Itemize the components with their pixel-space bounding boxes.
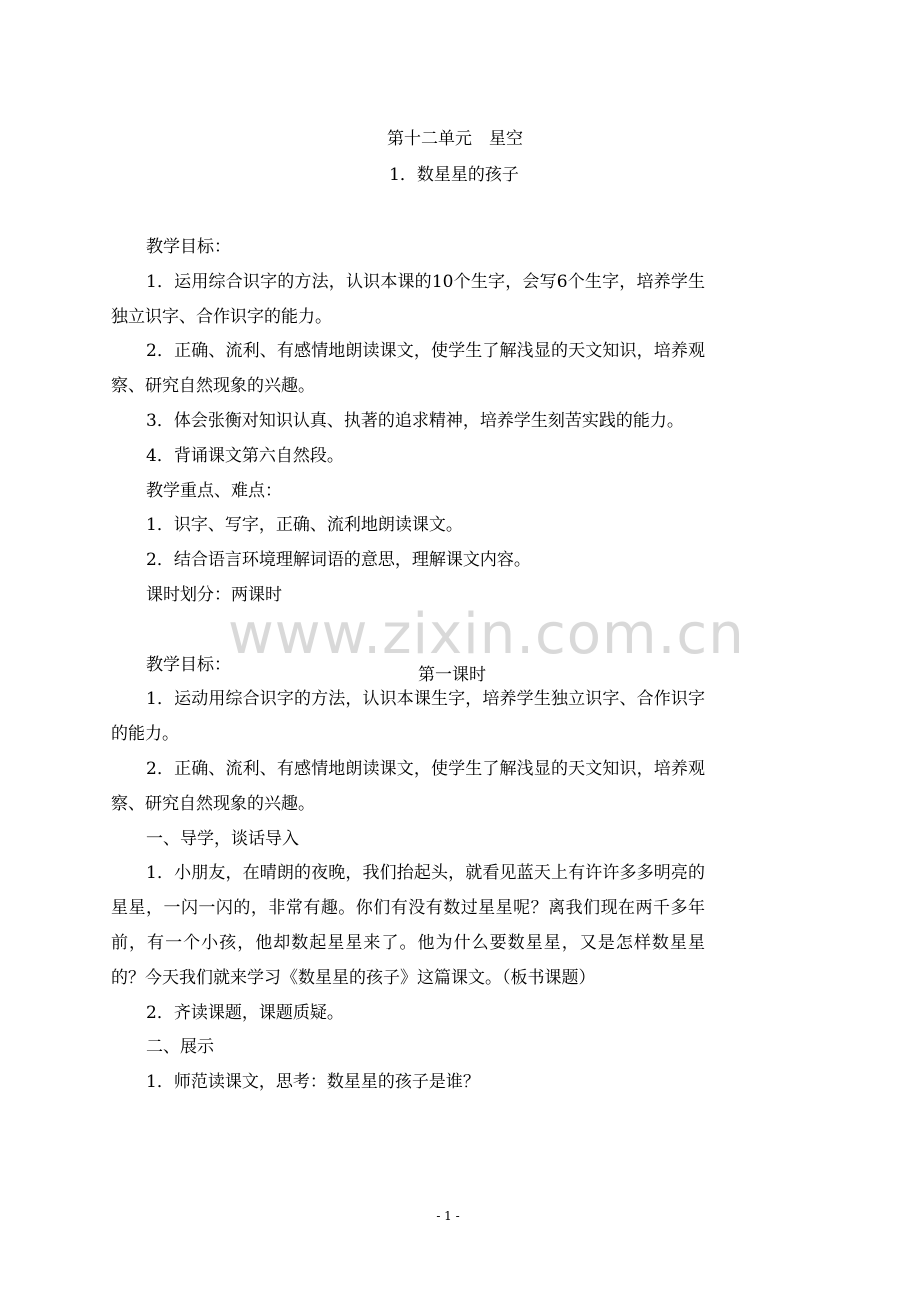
paragraph: 教学目标： <box>146 654 231 675</box>
paragraph: 4．背诵课文第六自然段。 <box>146 445 344 466</box>
paragraph: 3．体会张衡对知识认真、执著的追求精神，培养学生刻苦实践的能力。 <box>146 410 684 431</box>
paragraph: 二、展示 <box>146 1037 214 1058</box>
paragraph: 1．师范读课文，思考：数星星的孩子是谁？ <box>146 1072 480 1093</box>
session-title-gap <box>111 613 705 648</box>
paragraph: 课时划分：两课时 <box>146 584 282 605</box>
paragraph: 2．正确、流利、有感情地朗读课文，使学生了解浅显的天文知识，培养观察、研究自然现象的兴趣。 <box>111 341 705 397</box>
unit-title: 第十二单元 星空 <box>387 129 523 149</box>
paragraph: 2．齐读课题，课题质疑。 <box>146 1002 344 1023</box>
paragraph: 教学重点、难点： <box>146 480 282 501</box>
session-title: 第一课时 <box>418 665 486 685</box>
paragraph: 2．结合语言环境理解词语的意思，理解课文内容。 <box>146 550 531 571</box>
paragraph: 2．正确、流利、有感情地朗读课文，使学生了解浅显的天文知识，培养观察、研究自然现象的兴趣。 <box>111 758 705 814</box>
paragraph: 1．运动用综合识字的方法，认识本课生字，培养学生独立识字、合作识字的能力。 <box>111 689 705 745</box>
paragraph: 1．小朋友，在晴朗的夜晚，我们抬起头，就看见蓝天上有许许多多明亮的星星，一闪一闪的，非常有趣。你们有没有数过星星呢？离我们现在两千多年前，有一个小孩，他却数起星星来了。他为什么要数星星，又是怎样数星星的？今天我们就来学习《数星星的孩子》这篇课文。（板书课题） <box>111 863 705 988</box>
paragraph: 1．识字、写字，正确、流利地朗读课文。 <box>146 515 463 536</box>
lesson-title: 1．数星星的孩子 <box>389 165 519 185</box>
paragraph: 1．运用综合识字的方法，认识本课的10个生字，会写6个生字，培养学生独立识字、合作识字的能力。 <box>111 271 705 327</box>
watermark: www.zixin.com.cn <box>228 602 745 667</box>
paragraph: 一、导学，谈话导入 <box>146 828 299 849</box>
paragraph: 教学目标： <box>146 237 231 257</box>
page-number: - 1 - <box>436 1209 460 1223</box>
